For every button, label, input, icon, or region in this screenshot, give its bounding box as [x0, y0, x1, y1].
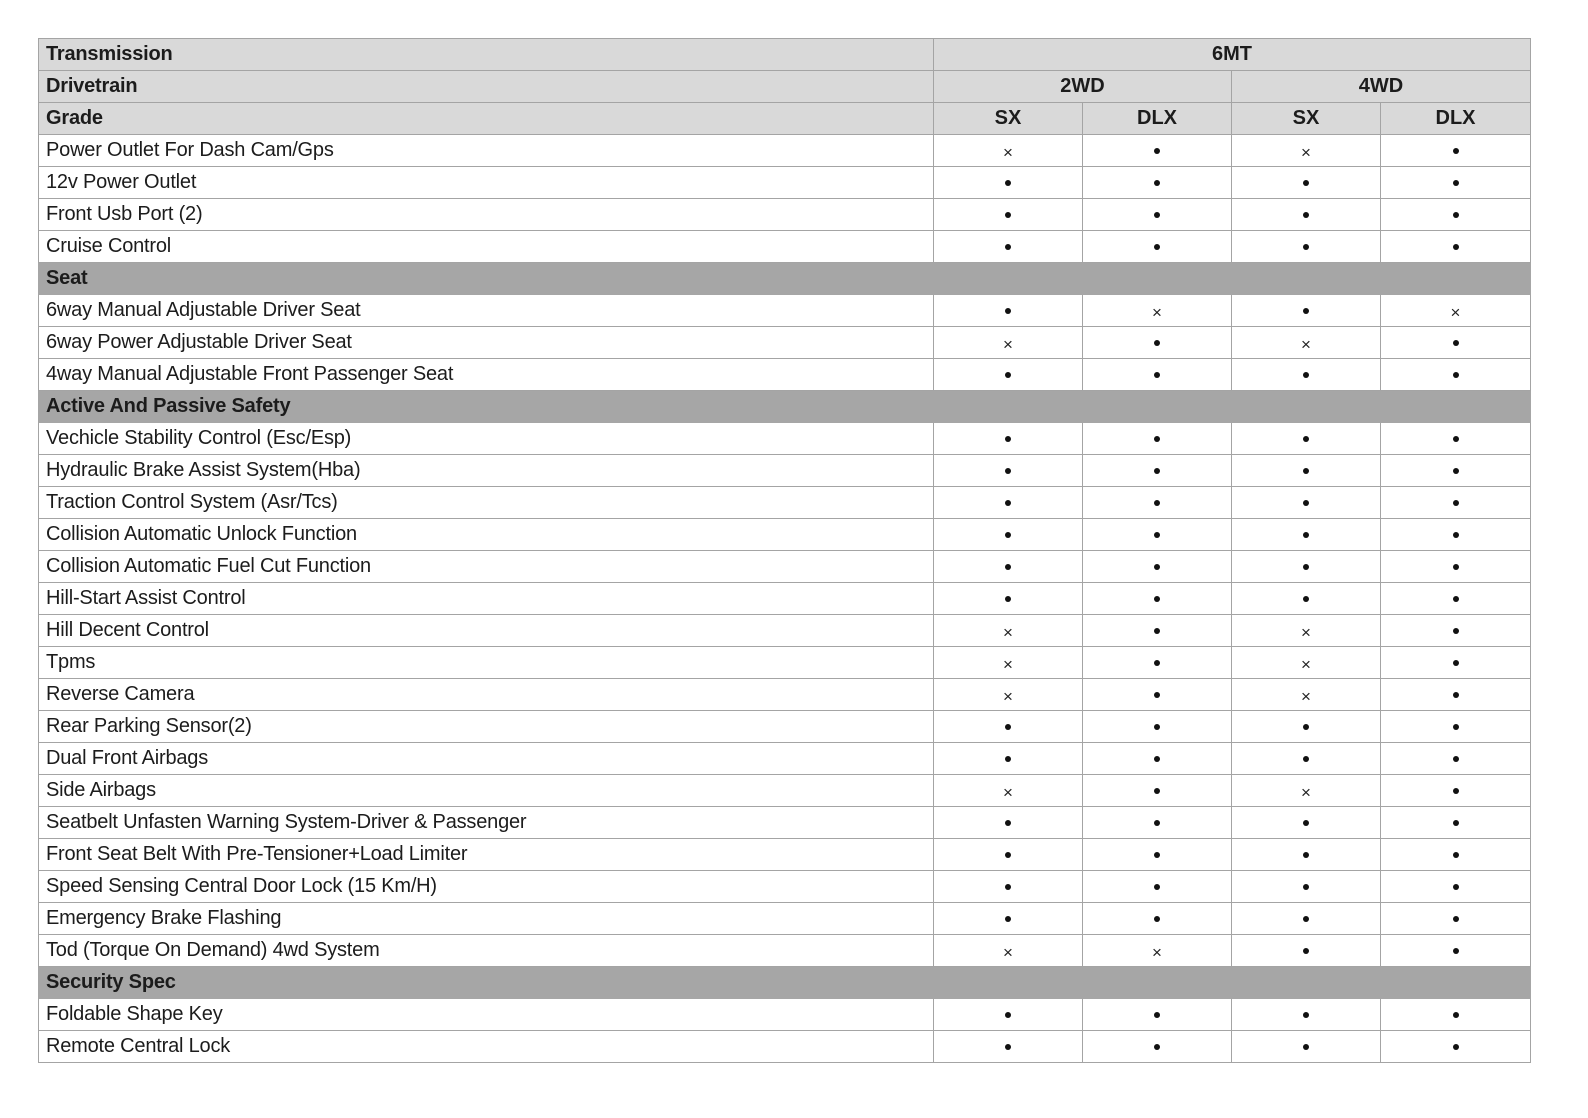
availability-cell-2wd-sx	[934, 455, 1083, 487]
availability-cell-2wd-dlx	[1083, 487, 1232, 519]
standard-dot-icon	[1453, 916, 1459, 922]
availability-cell-2wd-dlx	[1083, 935, 1232, 967]
standard-dot-icon	[1303, 1044, 1309, 1050]
availability-cell-2wd-sx	[934, 359, 1083, 391]
standard-dot-icon	[1303, 532, 1309, 538]
feature-label: Collision Automatic Unlock Function	[39, 519, 934, 551]
not-available-cross-icon: ×	[1301, 687, 1311, 707]
standard-dot-icon	[1303, 724, 1309, 730]
availability-cell-2wd-dlx	[1083, 519, 1232, 551]
availability-cell-2wd-dlx	[1083, 327, 1232, 359]
availability-cell-2wd-sx	[934, 647, 1083, 679]
standard-dot-icon	[1154, 500, 1160, 506]
availability-cell-2wd-dlx	[1083, 903, 1232, 935]
availability-cell-4wd-sx	[1232, 327, 1381, 359]
standard-dot-icon	[1453, 532, 1459, 538]
standard-dot-icon	[1303, 372, 1309, 378]
feature-row	[39, 679, 1531, 711]
feature-row	[39, 711, 1531, 743]
feature-label: Traction Control System (Asr/Tcs)	[39, 487, 934, 519]
standard-dot-icon	[1303, 564, 1309, 570]
feature-row	[39, 295, 1531, 327]
availability-cell-2wd-sx	[934, 615, 1083, 647]
feature-label: 4way Manual Adjustable Front Passenger Seat	[39, 359, 934, 391]
availability-cell-2wd-sx	[934, 487, 1083, 519]
standard-dot-icon	[1453, 372, 1459, 378]
standard-dot-icon	[1453, 852, 1459, 858]
feature-row	[39, 839, 1531, 871]
feature-label: Foldable Shape Key	[39, 999, 934, 1031]
availability-cell-2wd-dlx	[1083, 359, 1232, 391]
standard-dot-icon	[1453, 500, 1459, 506]
feature-label: Tpms	[39, 647, 934, 679]
availability-cell-4wd-dlx	[1381, 743, 1531, 775]
drivetrain-label: Drivetrain	[39, 71, 934, 103]
availability-cell-4wd-sx	[1232, 615, 1381, 647]
standard-dot-icon	[1453, 1012, 1459, 1018]
standard-dot-icon	[1154, 884, 1160, 890]
availability-cell-2wd-dlx	[1083, 615, 1232, 647]
standard-dot-icon	[1303, 884, 1309, 890]
availability-cell-2wd-dlx	[1083, 231, 1232, 263]
standard-dot-icon	[1453, 948, 1459, 954]
availability-cell-2wd-sx	[934, 231, 1083, 263]
feature-label: 6way Manual Adjustable Driver Seat	[39, 295, 934, 327]
section-title: Seat	[39, 263, 1531, 295]
feature-label: Hill Decent Control	[39, 615, 934, 647]
standard-dot-icon	[1303, 756, 1309, 762]
feature-label: Hydraulic Brake Assist System(Hba)	[39, 455, 934, 487]
availability-cell-2wd-dlx	[1083, 423, 1232, 455]
availability-cell-4wd-dlx	[1381, 327, 1531, 359]
availability-cell-2wd-sx	[934, 775, 1083, 807]
availability-cell-2wd-sx	[934, 743, 1083, 775]
availability-cell-4wd-dlx	[1381, 135, 1531, 167]
standard-dot-icon	[1303, 436, 1309, 442]
availability-cell-4wd-dlx	[1381, 839, 1531, 871]
standard-dot-icon	[1154, 148, 1160, 154]
standard-dot-icon	[1154, 564, 1160, 570]
availability-cell-2wd-sx	[934, 871, 1083, 903]
spec-table-body	[39, 39, 1531, 1063]
availability-cell-2wd-sx	[934, 295, 1083, 327]
not-available-cross-icon: ×	[1152, 943, 1162, 963]
availability-cell-2wd-sx	[934, 679, 1083, 711]
standard-dot-icon	[1005, 372, 1011, 378]
not-available-cross-icon: ×	[1003, 687, 1013, 707]
standard-dot-icon	[1453, 596, 1459, 602]
feature-row	[39, 519, 1531, 551]
availability-cell-2wd-sx	[934, 807, 1083, 839]
grade-label: Grade	[39, 103, 934, 135]
availability-cell-4wd-sx	[1232, 231, 1381, 263]
feature-label: 12v Power Outlet	[39, 167, 934, 199]
standard-dot-icon	[1005, 468, 1011, 474]
feature-label: Seatbelt Unfasten Warning System-Driver & Passenger	[39, 807, 934, 839]
availability-cell-4wd-sx	[1232, 679, 1381, 711]
availability-cell-4wd-dlx	[1381, 775, 1531, 807]
availability-cell-4wd-dlx	[1381, 583, 1531, 615]
feature-row	[39, 935, 1531, 967]
standard-dot-icon	[1303, 916, 1309, 922]
standard-dot-icon	[1005, 596, 1011, 602]
availability-cell-2wd-dlx	[1083, 807, 1232, 839]
standard-dot-icon	[1154, 596, 1160, 602]
standard-dot-icon	[1005, 916, 1011, 922]
transmission-label: Transmission	[39, 39, 934, 71]
grade-2wd-dlx: DLX	[1083, 103, 1232, 135]
feature-label: Vechicle Stability Control (Esc/Esp)	[39, 423, 934, 455]
availability-cell-2wd-sx	[934, 935, 1083, 967]
availability-cell-4wd-dlx	[1381, 871, 1531, 903]
availability-cell-2wd-dlx	[1083, 135, 1232, 167]
feature-label: Speed Sensing Central Door Lock (15 Km/H)	[39, 871, 934, 903]
not-available-cross-icon: ×	[1301, 655, 1311, 675]
feature-label: Front Seat Belt With Pre-Tensioner+Load Limiter	[39, 839, 934, 871]
availability-cell-2wd-dlx	[1083, 775, 1232, 807]
availability-cell-4wd-sx	[1232, 551, 1381, 583]
standard-dot-icon	[1154, 340, 1160, 346]
availability-cell-4wd-sx	[1232, 807, 1381, 839]
availability-cell-4wd-dlx	[1381, 519, 1531, 551]
standard-dot-icon	[1005, 212, 1011, 218]
feature-label: Front Usb Port (2)	[39, 199, 934, 231]
availability-cell-2wd-sx	[934, 903, 1083, 935]
standard-dot-icon	[1005, 724, 1011, 730]
availability-cell-4wd-dlx	[1381, 455, 1531, 487]
standard-dot-icon	[1453, 660, 1459, 666]
standard-dot-icon	[1154, 724, 1160, 730]
availability-cell-2wd-dlx	[1083, 679, 1232, 711]
feature-row	[39, 743, 1531, 775]
feature-row	[39, 999, 1531, 1031]
availability-cell-2wd-sx	[934, 551, 1083, 583]
availability-cell-4wd-sx	[1232, 199, 1381, 231]
standard-dot-icon	[1005, 180, 1011, 186]
availability-cell-2wd-sx	[934, 199, 1083, 231]
availability-cell-2wd-sx	[934, 519, 1083, 551]
standard-dot-icon	[1453, 212, 1459, 218]
standard-dot-icon	[1005, 1012, 1011, 1018]
section-header-row	[39, 263, 1531, 295]
availability-cell-4wd-sx	[1232, 135, 1381, 167]
feature-row	[39, 455, 1531, 487]
standard-dot-icon	[1005, 436, 1011, 442]
standard-dot-icon	[1303, 212, 1309, 218]
feature-label: Side Airbags	[39, 775, 934, 807]
standard-dot-icon	[1005, 1044, 1011, 1050]
drivetrain-4wd: 4WD	[1232, 71, 1531, 103]
availability-cell-2wd-dlx	[1083, 1031, 1232, 1063]
standard-dot-icon	[1453, 1044, 1459, 1050]
feature-label: Tod (Torque On Demand) 4wd System	[39, 935, 934, 967]
availability-cell-2wd-sx	[934, 135, 1083, 167]
availability-cell-4wd-dlx	[1381, 231, 1531, 263]
availability-cell-2wd-sx	[934, 711, 1083, 743]
standard-dot-icon	[1154, 820, 1160, 826]
standard-dot-icon	[1453, 884, 1459, 890]
availability-cell-2wd-dlx	[1083, 199, 1232, 231]
not-available-cross-icon: ×	[1301, 623, 1311, 643]
feature-row	[39, 199, 1531, 231]
availability-cell-4wd-sx	[1232, 1031, 1381, 1063]
standard-dot-icon	[1005, 564, 1011, 570]
standard-dot-icon	[1453, 756, 1459, 762]
standard-dot-icon	[1303, 596, 1309, 602]
standard-dot-icon	[1154, 852, 1160, 858]
availability-cell-2wd-dlx	[1083, 167, 1232, 199]
feature-row	[39, 551, 1531, 583]
availability-cell-4wd-dlx	[1381, 647, 1531, 679]
availability-cell-2wd-sx	[934, 327, 1083, 359]
standard-dot-icon	[1154, 1044, 1160, 1050]
standard-dot-icon	[1005, 820, 1011, 826]
standard-dot-icon	[1453, 180, 1459, 186]
standard-dot-icon	[1303, 308, 1309, 314]
feature-row	[39, 1031, 1531, 1063]
not-available-cross-icon: ×	[1003, 943, 1013, 963]
feature-row	[39, 807, 1531, 839]
availability-cell-2wd-dlx	[1083, 295, 1232, 327]
availability-cell-2wd-sx	[934, 167, 1083, 199]
standard-dot-icon	[1154, 1012, 1160, 1018]
standard-dot-icon	[1453, 692, 1459, 698]
transmission-row	[39, 39, 1531, 71]
availability-cell-4wd-sx	[1232, 519, 1381, 551]
availability-cell-2wd-sx	[934, 583, 1083, 615]
availability-cell-4wd-dlx	[1381, 1031, 1531, 1063]
availability-cell-4wd-dlx	[1381, 935, 1531, 967]
feature-row	[39, 231, 1531, 263]
availability-cell-4wd-dlx	[1381, 167, 1531, 199]
grade-4wd-dlx: DLX	[1381, 103, 1531, 135]
section-title: Security Spec	[39, 967, 1531, 999]
feature-label: Reverse Camera	[39, 679, 934, 711]
availability-cell-4wd-sx	[1232, 743, 1381, 775]
feature-label: Emergency Brake Flashing	[39, 903, 934, 935]
availability-cell-4wd-dlx	[1381, 359, 1531, 391]
availability-cell-4wd-sx	[1232, 359, 1381, 391]
grade-2wd-sx: SX	[934, 103, 1083, 135]
grade-row	[39, 103, 1531, 135]
availability-cell-4wd-sx	[1232, 167, 1381, 199]
availability-cell-4wd-sx	[1232, 999, 1381, 1031]
feature-label: Remote Central Lock	[39, 1031, 934, 1063]
standard-dot-icon	[1005, 532, 1011, 538]
standard-dot-icon	[1453, 788, 1459, 794]
availability-cell-2wd-dlx	[1083, 551, 1232, 583]
feature-row	[39, 647, 1531, 679]
feature-label: Rear Parking Sensor(2)	[39, 711, 934, 743]
availability-cell-4wd-dlx	[1381, 615, 1531, 647]
feature-label: Cruise Control	[39, 231, 934, 263]
feature-row	[39, 135, 1531, 167]
standard-dot-icon	[1453, 628, 1459, 634]
availability-cell-2wd-dlx	[1083, 871, 1232, 903]
availability-cell-2wd-sx	[934, 839, 1083, 871]
availability-cell-4wd-dlx	[1381, 295, 1531, 327]
drivetrain-row	[39, 71, 1531, 103]
standard-dot-icon	[1154, 660, 1160, 666]
availability-cell-4wd-sx	[1232, 487, 1381, 519]
feature-row	[39, 327, 1531, 359]
availability-cell-4wd-dlx	[1381, 807, 1531, 839]
availability-cell-4wd-dlx	[1381, 903, 1531, 935]
drivetrain-2wd: 2WD	[934, 71, 1232, 103]
standard-dot-icon	[1453, 340, 1459, 346]
availability-cell-4wd-dlx	[1381, 999, 1531, 1031]
feature-label: Collision Automatic Fuel Cut Function	[39, 551, 934, 583]
availability-cell-4wd-sx	[1232, 295, 1381, 327]
availability-cell-2wd-sx	[934, 423, 1083, 455]
availability-cell-2wd-dlx	[1083, 743, 1232, 775]
availability-cell-2wd-sx	[934, 1031, 1083, 1063]
standard-dot-icon	[1453, 564, 1459, 570]
standard-dot-icon	[1453, 436, 1459, 442]
standard-dot-icon	[1154, 532, 1160, 538]
standard-dot-icon	[1453, 820, 1459, 826]
availability-cell-4wd-sx	[1232, 839, 1381, 871]
availability-cell-2wd-dlx	[1083, 839, 1232, 871]
not-available-cross-icon: ×	[1003, 143, 1013, 163]
standard-dot-icon	[1154, 916, 1160, 922]
not-available-cross-icon: ×	[1301, 783, 1311, 803]
section-title: Active And Passive Safety	[39, 391, 1531, 423]
availability-cell-4wd-sx	[1232, 455, 1381, 487]
feature-row	[39, 487, 1531, 519]
standard-dot-icon	[1154, 180, 1160, 186]
not-available-cross-icon: ×	[1301, 335, 1311, 355]
standard-dot-icon	[1154, 436, 1160, 442]
standard-dot-icon	[1453, 468, 1459, 474]
not-available-cross-icon: ×	[1152, 303, 1162, 323]
standard-dot-icon	[1303, 500, 1309, 506]
standard-dot-icon	[1154, 788, 1160, 794]
availability-cell-4wd-sx	[1232, 423, 1381, 455]
availability-cell-4wd-dlx	[1381, 679, 1531, 711]
standard-dot-icon	[1154, 628, 1160, 634]
availability-cell-4wd-dlx	[1381, 199, 1531, 231]
availability-cell-4wd-sx	[1232, 583, 1381, 615]
not-available-cross-icon: ×	[1003, 655, 1013, 675]
not-available-cross-icon: ×	[1450, 303, 1461, 323]
standard-dot-icon	[1154, 372, 1160, 378]
standard-dot-icon	[1005, 308, 1011, 314]
standard-dot-icon	[1154, 468, 1160, 474]
standard-dot-icon	[1303, 468, 1309, 474]
availability-cell-4wd-dlx	[1381, 423, 1531, 455]
feature-row	[39, 775, 1531, 807]
standard-dot-icon	[1005, 756, 1011, 762]
availability-cell-4wd-dlx	[1381, 711, 1531, 743]
standard-dot-icon	[1154, 692, 1160, 698]
feature-row	[39, 871, 1531, 903]
standard-dot-icon	[1303, 820, 1309, 826]
feature-row	[39, 359, 1531, 391]
availability-cell-4wd-sx	[1232, 935, 1381, 967]
standard-dot-icon	[1005, 500, 1011, 506]
standard-dot-icon	[1154, 212, 1160, 218]
availability-cell-2wd-dlx	[1083, 711, 1232, 743]
feature-label: 6way Power Adjustable Driver Seat	[39, 327, 934, 359]
availability-cell-4wd-dlx	[1381, 551, 1531, 583]
not-available-cross-icon: ×	[1003, 335, 1013, 355]
standard-dot-icon	[1303, 852, 1309, 858]
transmission-value: 6MT	[934, 39, 1531, 71]
not-available-cross-icon: ×	[1003, 783, 1013, 803]
availability-cell-2wd-sx	[934, 999, 1083, 1031]
standard-dot-icon	[1303, 948, 1309, 954]
not-available-cross-icon: ×	[1003, 623, 1013, 643]
availability-cell-4wd-sx	[1232, 871, 1381, 903]
feature-row	[39, 903, 1531, 935]
spec-table	[38, 38, 1531, 1063]
standard-dot-icon	[1154, 756, 1160, 762]
availability-cell-4wd-sx	[1232, 903, 1381, 935]
not-available-cross-icon: ×	[1301, 143, 1311, 163]
standard-dot-icon	[1453, 244, 1459, 250]
availability-cell-4wd-sx	[1232, 775, 1381, 807]
availability-cell-4wd-dlx	[1381, 487, 1531, 519]
section-header-row	[39, 391, 1531, 423]
standard-dot-icon	[1303, 1012, 1309, 1018]
availability-cell-2wd-dlx	[1083, 455, 1232, 487]
standard-dot-icon	[1005, 884, 1011, 890]
standard-dot-icon	[1453, 724, 1459, 730]
availability-cell-2wd-dlx	[1083, 999, 1232, 1031]
availability-cell-2wd-dlx	[1083, 647, 1232, 679]
standard-dot-icon	[1154, 244, 1160, 250]
grade-4wd-sx: SX	[1232, 103, 1381, 135]
feature-label: Power Outlet For Dash Cam/Gps	[39, 135, 934, 167]
feature-row	[39, 423, 1531, 455]
availability-cell-4wd-sx	[1232, 711, 1381, 743]
feature-label: Hill-Start Assist Control	[39, 583, 934, 615]
availability-cell-2wd-dlx	[1083, 583, 1232, 615]
availability-cell-4wd-sx	[1232, 647, 1381, 679]
standard-dot-icon	[1453, 148, 1459, 154]
standard-dot-icon	[1005, 244, 1011, 250]
section-header-row	[39, 967, 1531, 999]
standard-dot-icon	[1005, 852, 1011, 858]
standard-dot-icon	[1303, 180, 1309, 186]
standard-dot-icon	[1303, 244, 1309, 250]
feature-label: Dual Front Airbags	[39, 743, 934, 775]
feature-row	[39, 167, 1531, 199]
feature-row	[39, 583, 1531, 615]
feature-row	[39, 615, 1531, 647]
